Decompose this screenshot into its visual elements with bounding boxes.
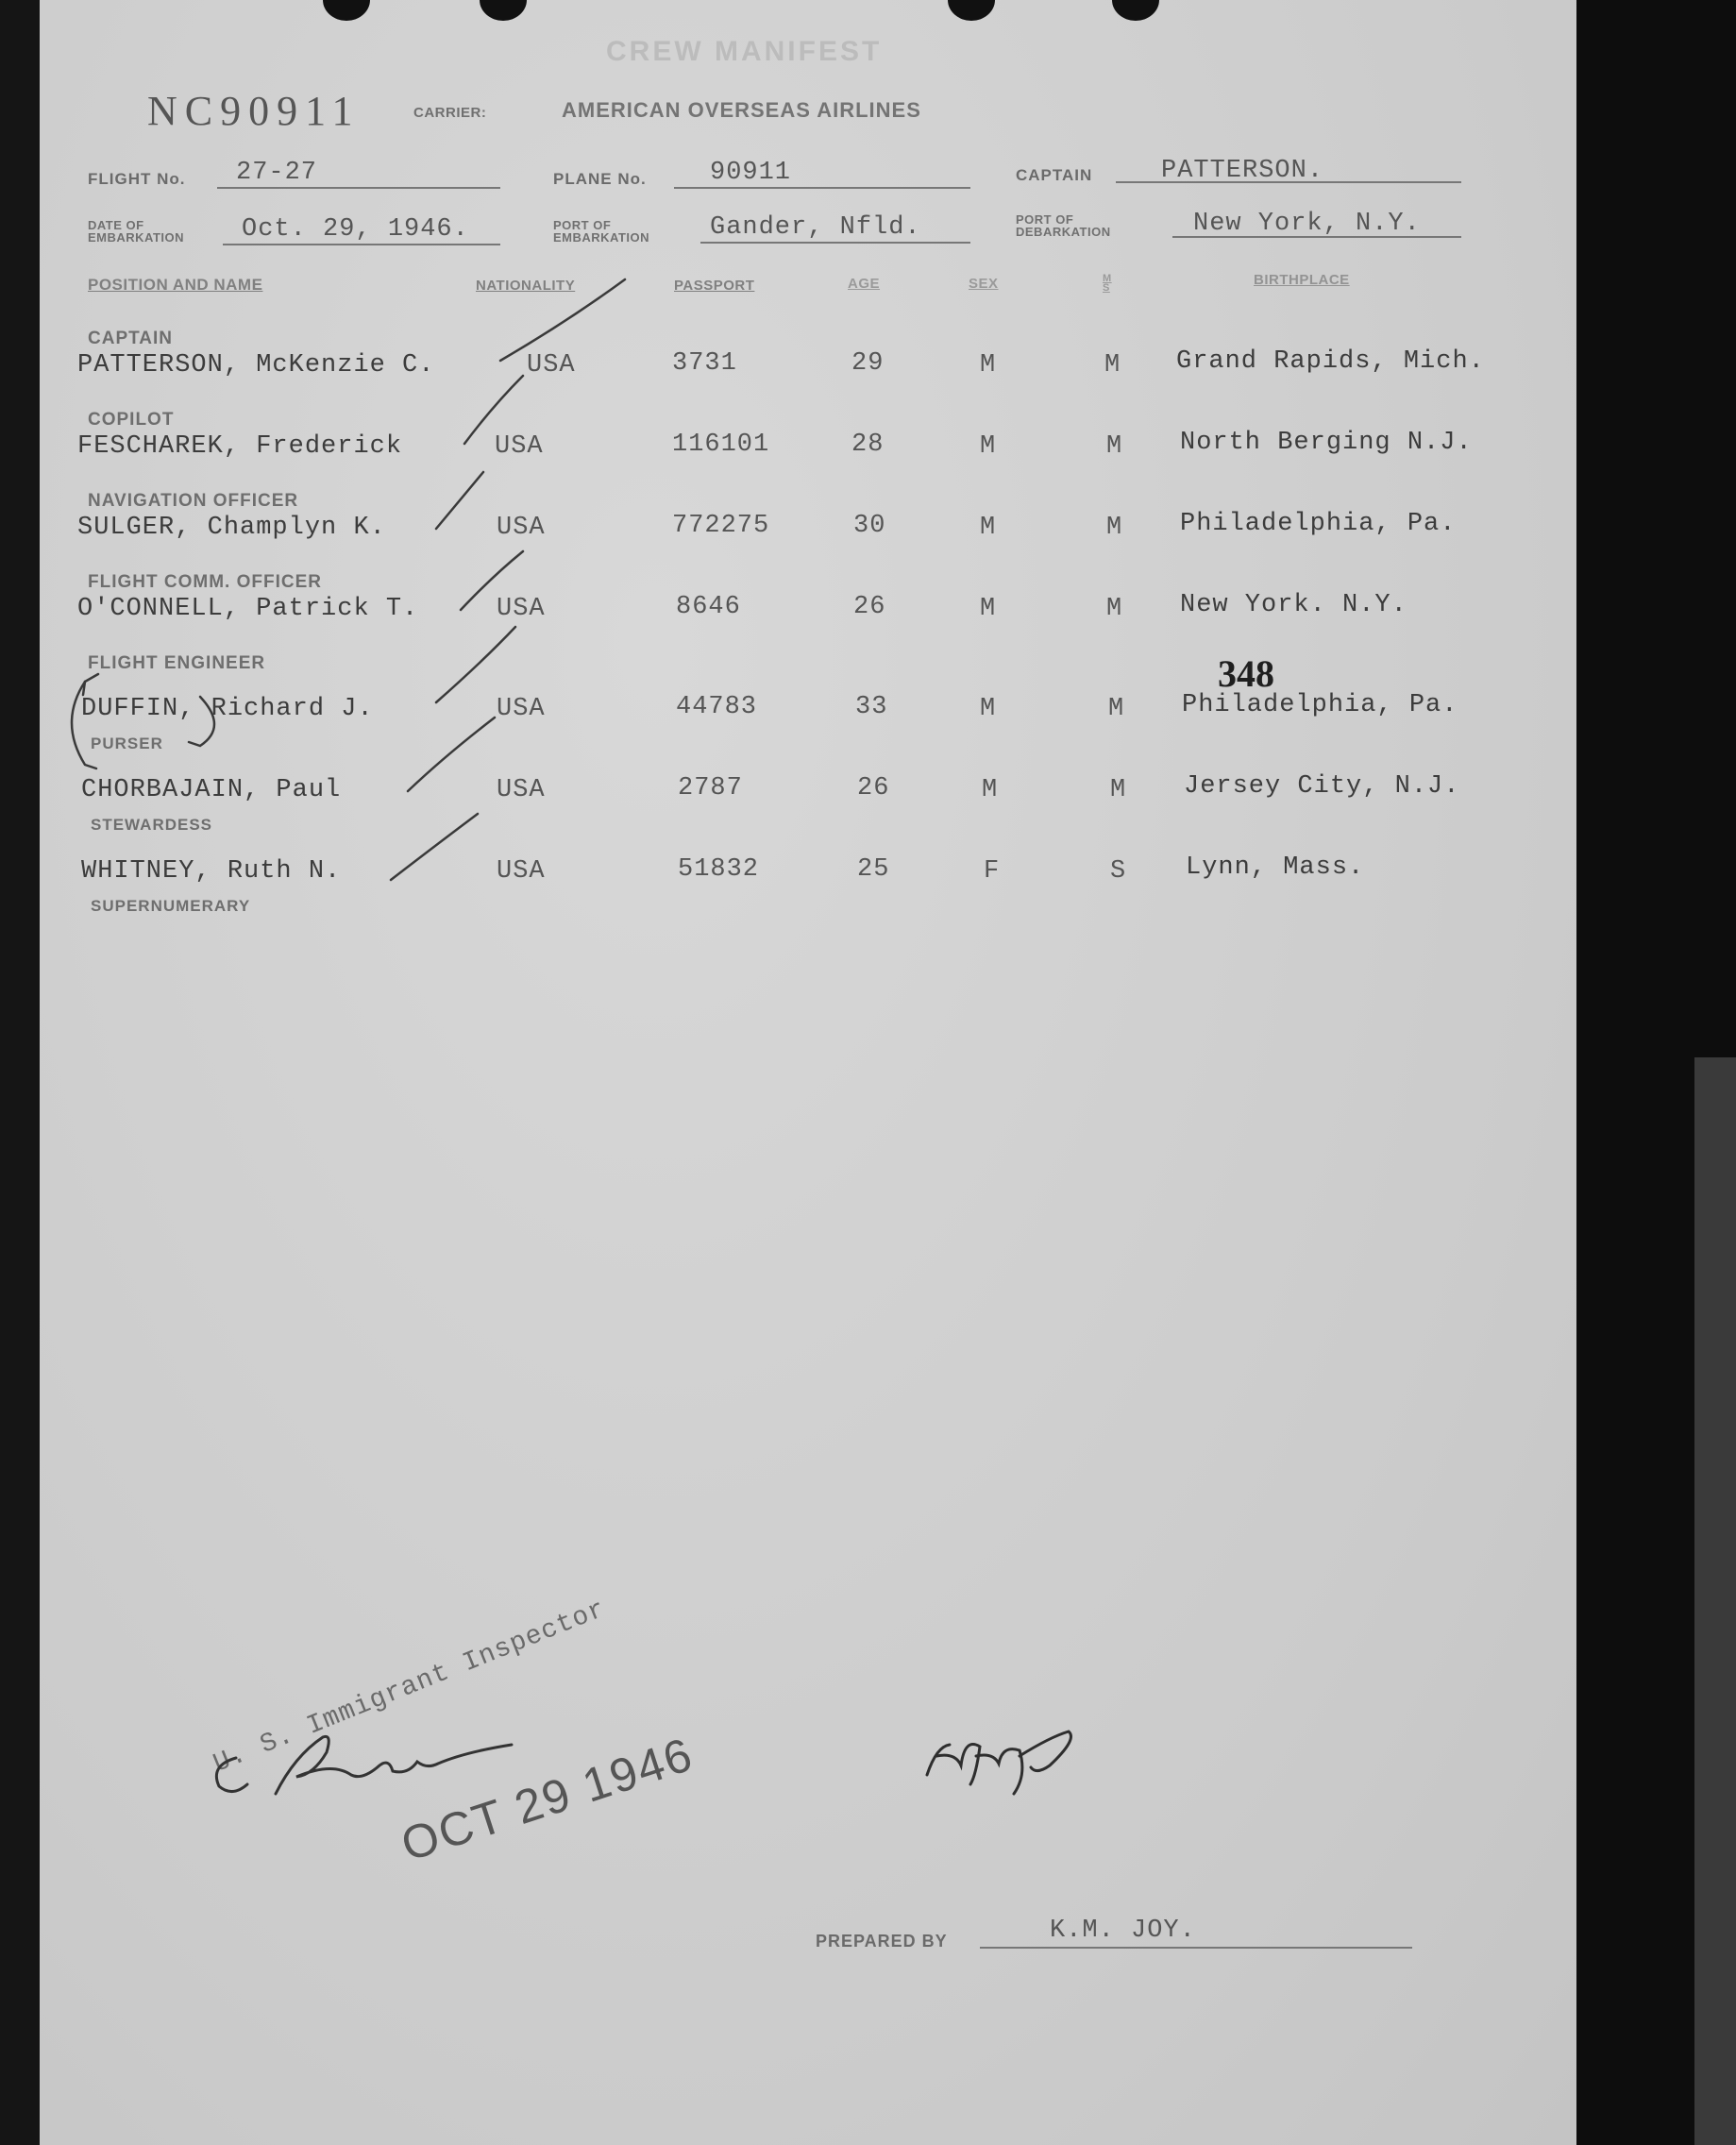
crew-birthplace: Philadelphia, Pa. — [1180, 510, 1457, 538]
scan-border-strip — [1694, 1057, 1736, 2145]
crew-nationality: USA — [495, 432, 544, 461]
crew-nationality: USA — [527, 351, 576, 380]
manifest-page — [40, 0, 1576, 2145]
crew-age: 26 — [853, 593, 886, 621]
check-mark — [500, 279, 625, 361]
plane-number: 90911 — [710, 159, 792, 187]
flight-number: 27-27 — [236, 159, 318, 187]
port-debarkation: New York, N.Y. — [1193, 210, 1421, 238]
crew-sex: M — [980, 351, 997, 380]
crew-role: CAPTAIN — [88, 329, 174, 348]
crew-marital-status: M — [1106, 514, 1123, 542]
header-nationality: NATIONALITY — [476, 278, 576, 294]
check-marks — [40, 0, 1576, 944]
crew-age: 25 — [857, 855, 890, 884]
crew-marital-status: S — [1110, 857, 1127, 886]
crew-passport: 2787 — [678, 774, 743, 802]
crew-nationality: USA — [497, 776, 546, 804]
plane-number-label: PLANE No. — [553, 170, 647, 188]
crew-passport: 116101 — [672, 431, 770, 459]
inspector-signature — [191, 1709, 587, 1822]
crew-name: SULGER, Champlyn K. — [77, 514, 386, 542]
prepared-by-name: K.M. JOY. — [1050, 1917, 1196, 1945]
inspector-stamp-date: OCT 29 1946 — [395, 1727, 700, 1872]
header-birthplace: BIRTHPLACE — [1254, 272, 1350, 288]
port-debarkation-label: PORT OF DEBARKATION — [1016, 212, 1111, 239]
crew-birthplace: Philadelphia, Pa. — [1182, 691, 1458, 719]
crew-passport: 772275 — [672, 512, 770, 540]
crew-marital-status: M — [1106, 595, 1123, 623]
crew-age: 29 — [851, 349, 885, 378]
crew-age: 33 — [855, 693, 888, 721]
crew-name: PATTERSON, McKenzie C. — [77, 351, 435, 380]
crew-nationality: USA — [497, 695, 546, 723]
crew-marital-status: M — [1110, 776, 1127, 804]
crew-role: FLIGHT COMM. OFFICER — [88, 572, 322, 592]
crew-name: WHITNEY, Ruth N. — [81, 857, 342, 886]
check-mark — [436, 472, 483, 529]
crew-name: CHORBAJAIN, Paul — [81, 776, 342, 804]
crew-birthplace: Jersey City, N.J. — [1184, 772, 1460, 801]
check-mark — [461, 551, 523, 610]
crew-role: PURSER — [91, 735, 163, 752]
flight-number-label: FLIGHT No. — [88, 170, 186, 188]
embarkation-date: Oct. 29, 1946. — [242, 215, 469, 244]
crew-birthplace: New York. N.Y. — [1180, 591, 1407, 619]
crew-marital-status: M — [1104, 351, 1121, 380]
crew-age: 26 — [857, 774, 890, 802]
initials-signature — [908, 1718, 1135, 1803]
captain-name: PATTERSON. — [1161, 157, 1324, 185]
check-mark — [408, 718, 495, 791]
crew-sex: M — [982, 776, 999, 804]
prepared-by-label: PREPARED BY — [816, 1932, 948, 1951]
crew-birthplace: Lynn, Mass. — [1186, 853, 1365, 882]
swap-arrow — [189, 697, 214, 746]
crew-sex: M — [980, 695, 997, 723]
crew-nationality: USA — [497, 595, 546, 623]
crew-name: FESCHAREK, Frederick — [77, 432, 403, 461]
captain-label: CAPTAIN — [1016, 166, 1093, 184]
crew-passport: 44783 — [676, 693, 758, 721]
port-embarkation-label: PORT OF EMBARKATION — [553, 218, 650, 245]
page-number: 348 — [1218, 652, 1274, 695]
underline — [980, 1947, 1412, 1949]
aircraft-registration: NC90911 — [147, 88, 361, 134]
check-mark — [391, 814, 478, 880]
crew-name: DUFFIN, Richard J. — [81, 695, 374, 723]
header-age: AGE — [848, 276, 881, 292]
crew-marital-status: M — [1108, 695, 1125, 723]
scan-border-left — [0, 0, 40, 2145]
manifest-title: CREW MANIFEST — [606, 36, 883, 67]
port-embarkation: Gander, Nfld. — [710, 213, 921, 242]
crew-role: FLIGHT ENGINEER — [88, 653, 266, 673]
crew-sex: M — [980, 432, 997, 461]
crew-passport: 3731 — [672, 349, 737, 378]
check-mark — [464, 376, 523, 444]
inspector-stamp-title: U. S. Immigrant Inspector — [210, 1595, 611, 1780]
crew-age: 28 — [851, 431, 885, 459]
crew-name: O'CONNELL, Patrick T. — [77, 595, 419, 623]
date-label: DATE OF EMBARKATION — [88, 218, 185, 245]
crew-passport: 51832 — [678, 855, 760, 884]
crew-nationality: USA — [497, 514, 546, 542]
crew-birthplace: North Berging N.J. — [1180, 429, 1473, 457]
header-position-name: POSITION AND NAME — [88, 276, 263, 294]
crew-birthplace: Grand Rapids, Mich. — [1176, 347, 1485, 376]
supernumerary-label: SUPERNUMERARY — [91, 897, 251, 915]
crew-sex: M — [980, 595, 997, 623]
crew-sex: M — [980, 514, 997, 542]
crew-marital-status: M — [1106, 432, 1123, 461]
crew-role: COPILOT — [88, 410, 175, 430]
crew-role: NAVIGATION OFFICER — [88, 491, 299, 511]
swap-arrow — [83, 674, 98, 695]
crew-passport: 8646 — [676, 593, 741, 621]
header-passport: PASSPORT — [674, 278, 755, 294]
carrier-label: CARRIER: — [413, 105, 487, 121]
carrier-name: AMERICAN OVERSEAS AIRLINES — [562, 98, 921, 122]
crew-nationality: USA — [497, 857, 546, 886]
header-sex: SEX — [969, 276, 999, 292]
check-mark — [436, 627, 515, 702]
header-marital-status: M S — [1103, 273, 1112, 294]
crew-age: 30 — [853, 512, 886, 540]
crew-sex: F — [984, 857, 1001, 886]
crew-role: STEWARDESS — [91, 816, 213, 834]
